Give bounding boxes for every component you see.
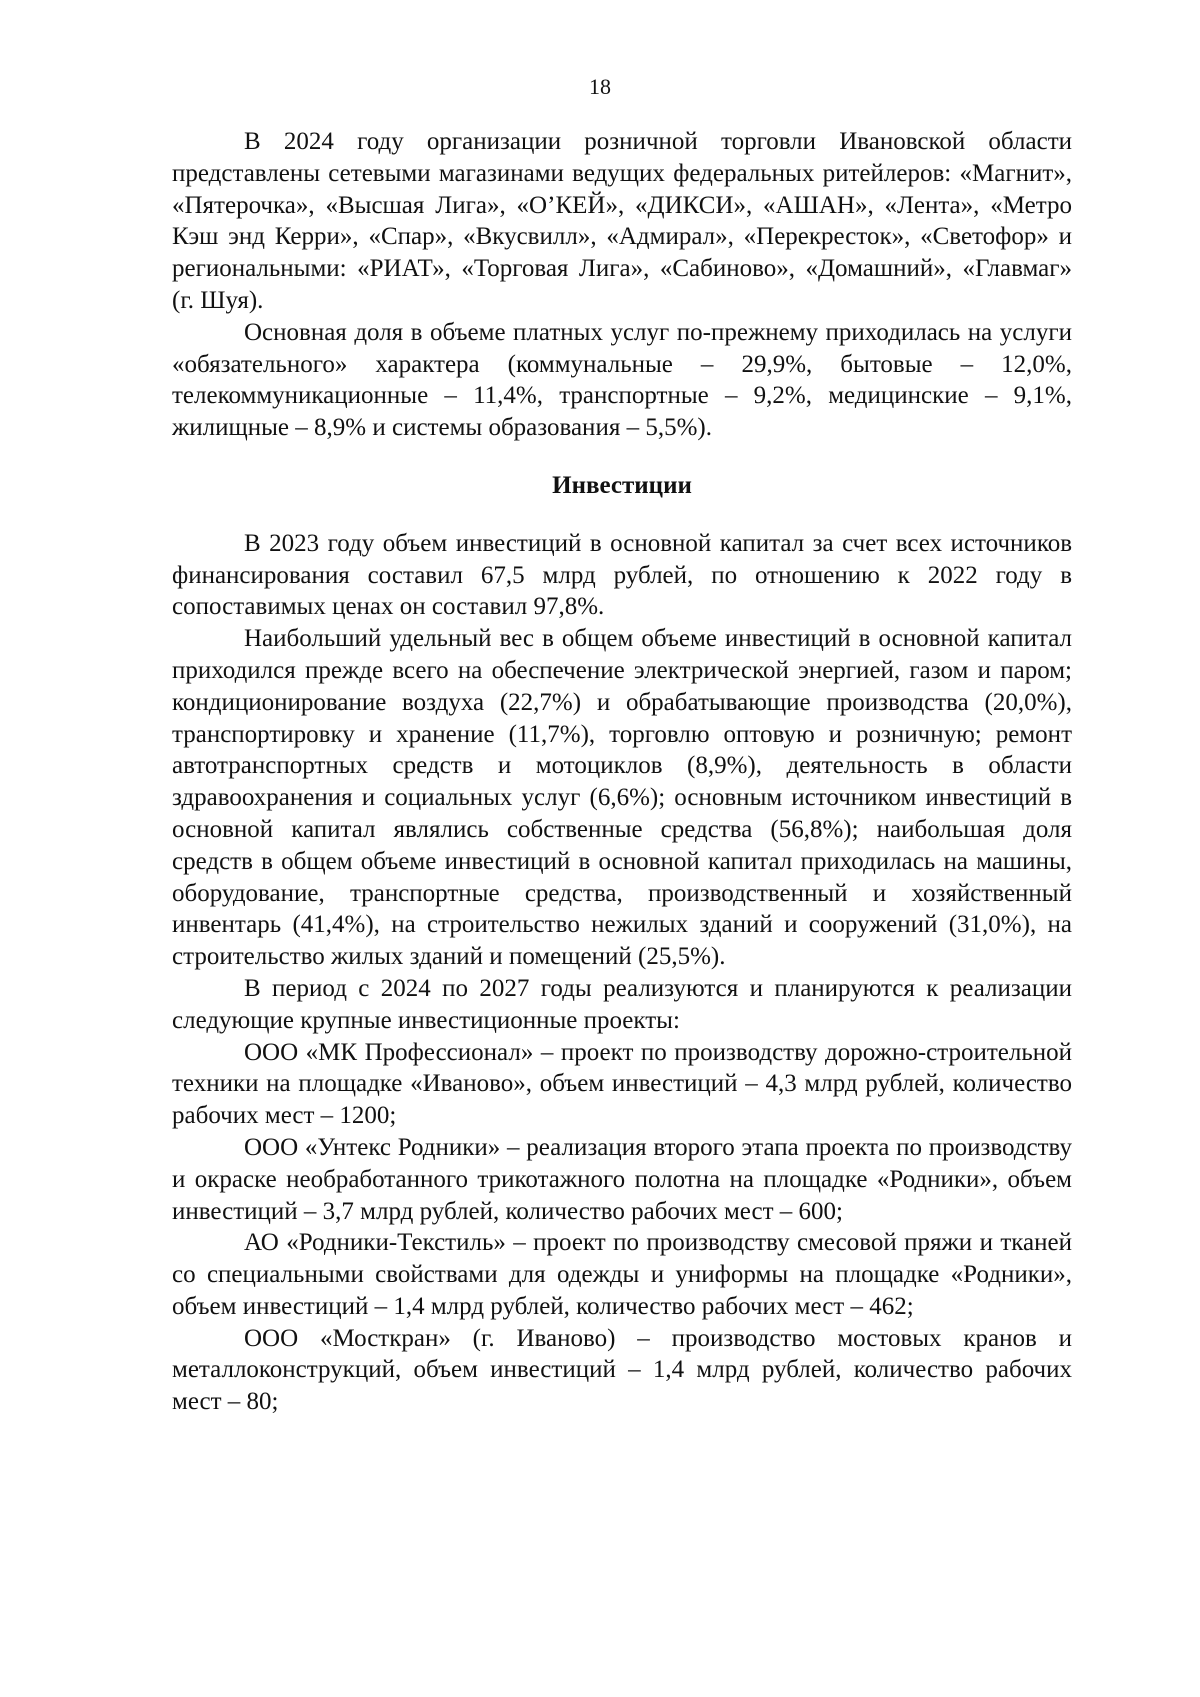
page-number: 18 [589,74,611,99]
paragraph-project-mk-professional: ООО «МК Профессионал» – проект по производству дорожно-строительной техники на площадке «Иваново», объем инвестиций – 4,3 млрд рублей, количество рабочих мест – 1200; [172,1038,1072,1130]
document-body [172,126,1072,1418]
paragraph-project-rodniki-textile: АО «Родники-Текстиль» – проект по производству смесовой пряжи и тканей со специальными свойствами для одежды и униформы на площадке «Родники», объем инвестиций – 1,4 млрд рублей, количество рабочих мест – 462; [172,1229,1072,1320]
paragraph-retail-chains: В 2024 году организации розничной торговли Ивановской области представлены сетевыми магазинами ведущих федеральных ритейлеров: «Магнит», «Пятерочка», «Высшая Лига», «О’КЕЙ», «ДИКСИ», «АШАН», «Лента», «Метро Кэш энд Керри», «Спар», «Вкусвилл», «Адмирал», «Перекресток», «Светофор» и региональными: «РИАТ», «Торговая Лига», «Сабиново», «Домашний», «Главмаг» (г. Шуя). [172,128,1072,314]
paragraph-paid-services: Основная доля в объеме платных услуг по-прежнему приходилась на услуги «обязательного» характера (коммунальные – 29,9%, бытовые – 12,0%, телекоммуникационные – 11,4%, транспортные – 9,2%, медицинские – 9,1%, жилищные – 8,9% и системы образования – 5,5%). [172,318,1072,442]
paragraph-project-untex-rodniki: ООО «Унтекс Родники» – реализация второго этапа проекта по производству и окраске необработанного трикотажного полотна на площадке «Родники», объем инвестиций – 3,7 млрд рублей, количество рабочих мест – 600; [172,1133,1072,1225]
paragraph-investment-volume: В 2023 году объем инвестиций в основной капитал за счет всех источников финансирования составил 67,5 млрд рублей, по отношению к 2022 году в сопоставимых ценах он составил 97,8%. [172,529,1072,621]
paragraph-projects-intro: В период с 2024 по 2027 годы реализуются и планируются к реализации следующие крупные инвестиционные проекты: [172,974,1072,1034]
section-heading-investments: Инвестиции [552,471,692,499]
paragraph-investment-structure: Наибольший удельный вес в общем объеме инвестиций в основной капитал приходился прежде всего на обеспечение электрической энергией, газом и паром; кондиционирование воздуха (22,7%) и обрабатывающие производства (20,0%), транспортировку и хранение (11,7%), торговлю оптовую и розничную; ремонт автотранспортных средств и мотоциклов (8,9%), деятельность в области здравоохранения и социальных услуг (6,6%); основным источником инвестиций в основной капитал являлись собственные средства (56,8%); наибольшая доля средств в общем объеме инвестиций в основной капитал приходилась на машины, оборудование, транспортные средства, производственный и хозяйственный инвентарь (41,4%), на строительство нежилых зданий и сооружений (31,0%), на строительство жилых зданий и помещений (25,5%). [172,625,1072,971]
paragraph-project-mostkran: ООО «Мосткран» (г. Иваново) – производство мостовых кранов и металлоконструкций, объем инвестиций – 1,4 млрд рублей, количество рабочих мест – 80; [172,1324,1072,1416]
